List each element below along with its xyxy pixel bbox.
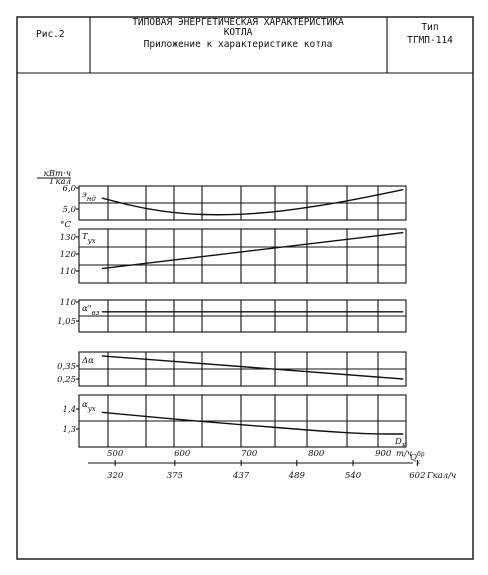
y-tick-label: 120	[59, 250, 76, 260]
panel-q_nd	[37, 169, 406, 220]
y-tick-label: 110	[59, 298, 76, 308]
y-tick-label: 0,35	[57, 362, 76, 372]
q-axis-unit: Гкал/ч	[427, 471, 457, 481]
y-tick-label: 110	[59, 267, 76, 277]
y-tick-label: 1,05	[57, 317, 76, 327]
x-tick-label: 800	[308, 449, 325, 459]
type-label: Тип	[421, 22, 439, 33]
x-axis-unit: т/ч	[396, 449, 413, 459]
panel-symbol: $э_{нд}$	[82, 190, 96, 203]
x-tick-label: 700	[241, 449, 258, 459]
unit-label: °С	[60, 220, 71, 230]
series-line	[102, 233, 404, 269]
panel-symbol: $Т_{ух}$	[82, 232, 96, 245]
title-line-1: ТИПОВАЯ ЭНЕРГЕТИЧЕСКАЯ ХАРАКТЕРИСТИКА	[132, 17, 344, 28]
q-tick-label: 602	[409, 471, 426, 481]
y-tick-label: 6,0	[62, 184, 76, 194]
unit-label: кВт·ч	[43, 169, 71, 179]
series-line	[102, 190, 404, 215]
q-axis-symbol: $Q^{бр}$ к	[410, 451, 425, 466]
panel-alpha_ux	[62, 395, 406, 447]
panel-delta_alpha	[57, 352, 406, 386]
x-axis-symbol: $D_к$	[395, 437, 407, 449]
y-tick-label: 1,4	[62, 405, 76, 415]
series-line	[102, 356, 404, 379]
panel-symbol: Δα	[82, 356, 94, 366]
x-axis	[88, 437, 456, 481]
x-tick-label: 500	[107, 449, 124, 459]
q-tick-label: 540	[344, 471, 362, 481]
panel-symbol: $\alpha_{ух}$	[82, 400, 96, 413]
subtitle: Приложение к характеристике котла	[143, 39, 333, 50]
series-line	[102, 412, 404, 434]
figure-label: Рис.2	[36, 29, 65, 40]
q-tick-label: 489	[288, 471, 305, 481]
y-tick-label: 130	[59, 233, 76, 243]
chart-panels	[37, 169, 406, 447]
type-value: ТГМП-114	[407, 35, 453, 46]
panel-t_ux	[60, 220, 406, 283]
x-tick-label: 600	[174, 449, 191, 459]
y-tick-label: 5,0	[62, 205, 76, 215]
title-line-2: КОТЛА	[223, 27, 253, 38]
y-tick-label: 0,25	[57, 375, 76, 385]
q-tick-label: 320	[107, 471, 124, 481]
q-tick-label: 375	[166, 471, 183, 481]
panel-box	[79, 229, 406, 283]
x-tick-label: 900	[375, 449, 392, 459]
panel-symbol: $\alpha"_{вз}$	[82, 304, 100, 317]
panel-alpha_vz	[57, 298, 406, 332]
header	[17, 17, 473, 73]
y-tick-label: 1,3	[62, 425, 76, 435]
q-tick-label: 437	[233, 471, 250, 481]
unit-label: Гкал	[49, 177, 71, 187]
